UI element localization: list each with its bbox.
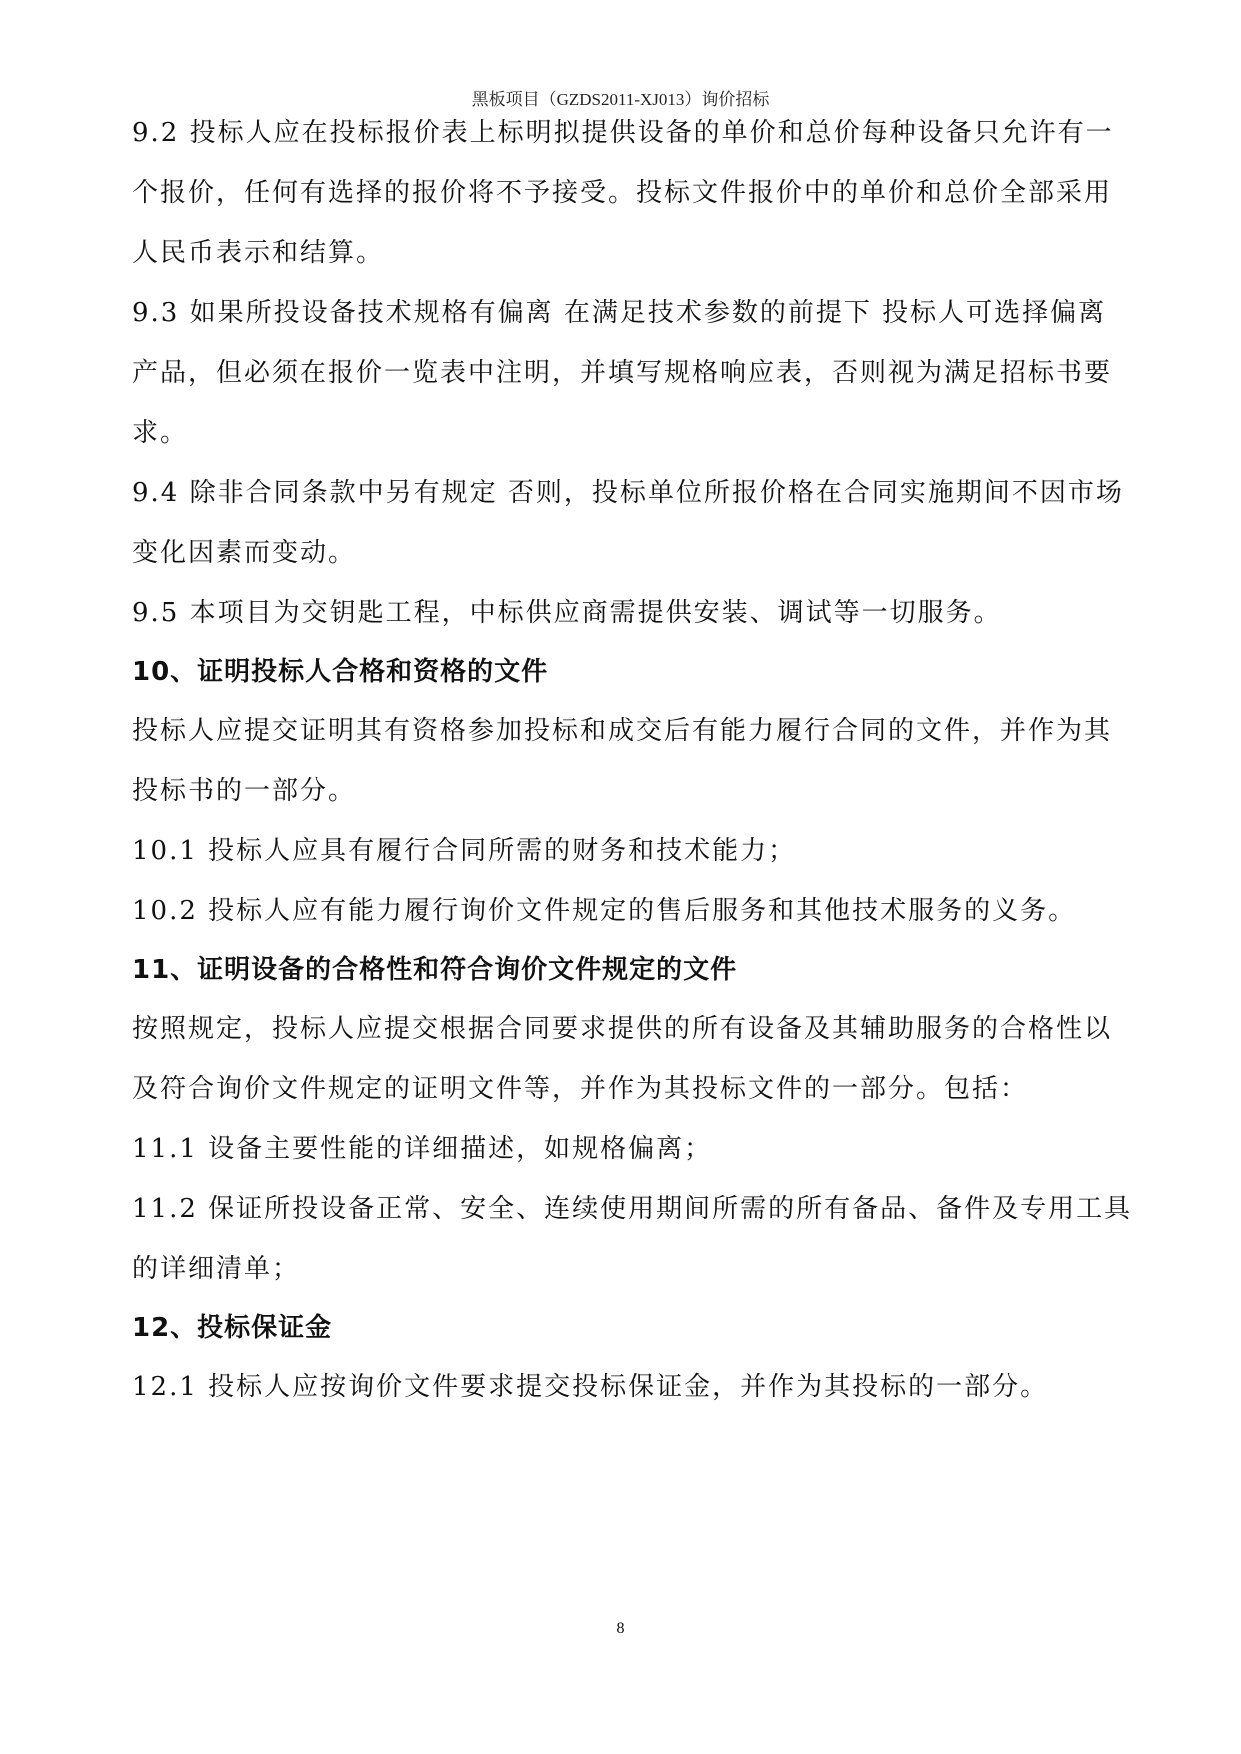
paragraph-line: 9.4 除非合同条款中另有规定 否则，投标单位所报价格在合同实施期间不因市场 [132, 478, 1124, 508]
paragraph-line: 9.5 本项目为交钥匙工程，中标供应商需提供安装、调试等一切服务。 [132, 598, 1002, 628]
paragraph-line: 12.1 投标人应按询价文件要求提交投标保证金，并作为其投标的一部分。 [132, 1372, 1049, 1402]
paragraph-line: 产品，但必须在报价一览表中注明，并填写规格响应表，否则视为满足招标书要 [132, 358, 1113, 388]
paragraph-line: 9.3 如果所投设备技术规格有偏离 在满足技术参数的前提下 投标人可选择偏离 [132, 298, 1107, 328]
paragraph-line: 人民币表示和结算。 [132, 238, 385, 268]
section-heading-10: 10、证明投标人合格和资格的文件 [132, 657, 549, 687]
paragraph-line: 及符合询价文件规定的证明文件等，并作为其投标文件的一部分。包括： [132, 1074, 1029, 1104]
paragraph-line: 10.2 投标人应有能力履行询价文件规定的售后服务和其他技术服务的义务。 [132, 896, 1077, 926]
paragraph-line: 10.1 投标人应具有履行合同所需的财务和技术能力； [132, 836, 797, 866]
paragraph-line: 的详细清单； [132, 1254, 301, 1284]
paragraph-line: 按照规定，投标人应提交根据合同要求提供的所有设备及其辅助服务的合格性以 [132, 1014, 1113, 1044]
paragraph-line: 投标书的一部分。 [132, 776, 357, 806]
page-number: 8 [616, 1620, 625, 1637]
paragraph-line: 9.2 投标人应在投标报价表上标明拟提供设备的单价和总价每种设备只允许有一 [132, 118, 1114, 148]
paragraph-line: 投标人应提交证明其有资格参加投标和成交后有能力履行合同的文件，并作为其 [132, 716, 1113, 746]
section-heading-12: 12、投标保证金 [132, 1313, 333, 1343]
section-heading-11: 11、证明设备的合格性和符合询价文件规定的文件 [132, 955, 738, 985]
paragraph-line: 变化因素而变动。 [132, 538, 357, 568]
paragraph-line: 个报价，任何有选择的报价将不予接受。投标文件报价中的单价和总价全部采用 [132, 178, 1113, 208]
paragraph-line: 求。 [132, 418, 189, 448]
paragraph-line: 11.1 设备主要性能的详细描述，如规格偏离； [132, 1134, 713, 1164]
paragraph-line: 11.2 保证所投设备正常、安全、连续使用期间所需的所有备品、备件及专用工具 [132, 1194, 1133, 1224]
page-header: 黑板项目（GZDS2011-XJ013）询价招标 [471, 90, 770, 109]
